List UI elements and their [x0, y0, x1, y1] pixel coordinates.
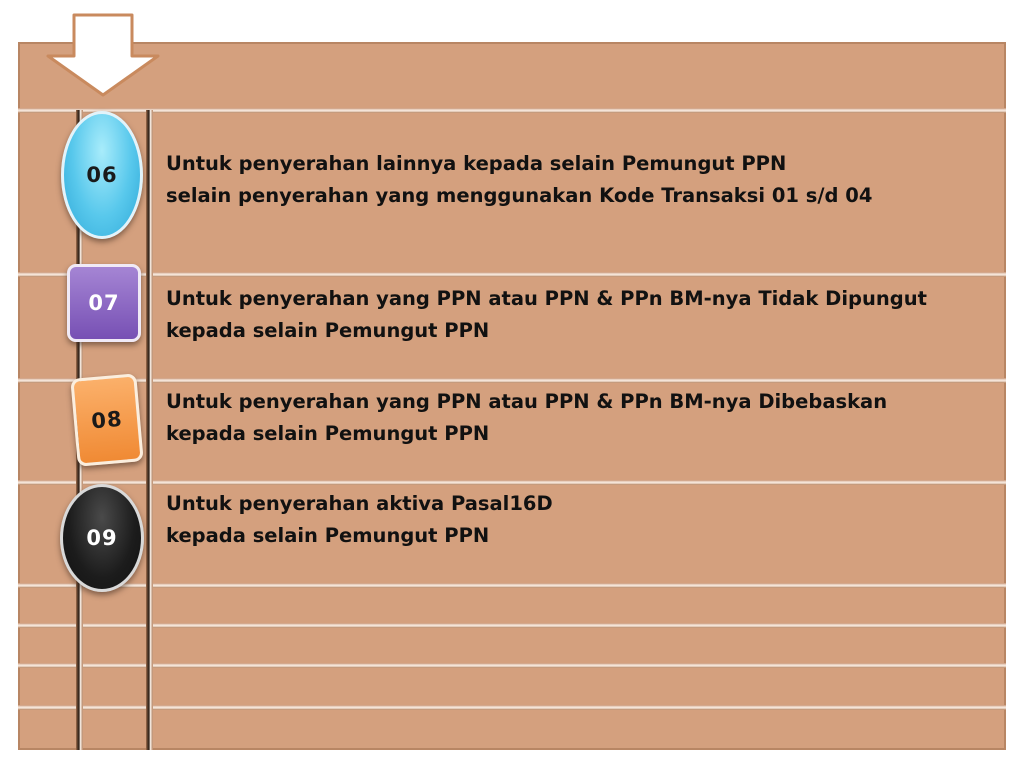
description-line: selain penyerahan yang menggunakan Kode Transaksi 01 s/d 04 [166, 184, 873, 207]
description-line: Untuk penyerahan aktiva Pasal16D [166, 492, 553, 515]
item-description-06 [166, 148, 996, 212]
description-line: kepada selain Pemungut PPN [166, 524, 490, 547]
item-description-09 [166, 488, 996, 552]
row-divider [18, 272, 1006, 277]
description-line: Untuk penyerahan yang PPN atau PPN & PPn BM-nya Tidak Dipungut [166, 287, 927, 310]
row-divider [18, 108, 1006, 113]
badge-label: 08 [90, 406, 124, 434]
number-badge-07 [67, 264, 141, 342]
column-divider [146, 110, 153, 750]
number-badge-06 [61, 111, 143, 239]
description-line: kepada selain Pemungut PPN [166, 319, 490, 342]
down-arrow-icon [44, 12, 162, 98]
badge-label: 07 [88, 291, 120, 315]
row-divider [18, 705, 1006, 710]
badge-label: 09 [86, 526, 118, 550]
number-badge-08 [70, 373, 143, 466]
description-line: kepada selain Pemungut PPN [166, 422, 490, 445]
row-divider [18, 583, 1006, 588]
number-badge-09 [60, 484, 144, 592]
item-description-07 [166, 283, 996, 347]
row-divider [18, 480, 1006, 485]
description-line: Untuk penyerahan yang PPN atau PPN & PPn BM-nya Dibebaskan [166, 390, 888, 413]
row-divider [18, 663, 1006, 668]
row-divider [18, 378, 1006, 383]
item-description-08 [166, 386, 996, 450]
row-divider [18, 623, 1006, 628]
badge-label: 06 [86, 163, 118, 187]
description-line: Untuk penyerahan lainnya kepada selain Pemungut PPN [166, 152, 787, 175]
